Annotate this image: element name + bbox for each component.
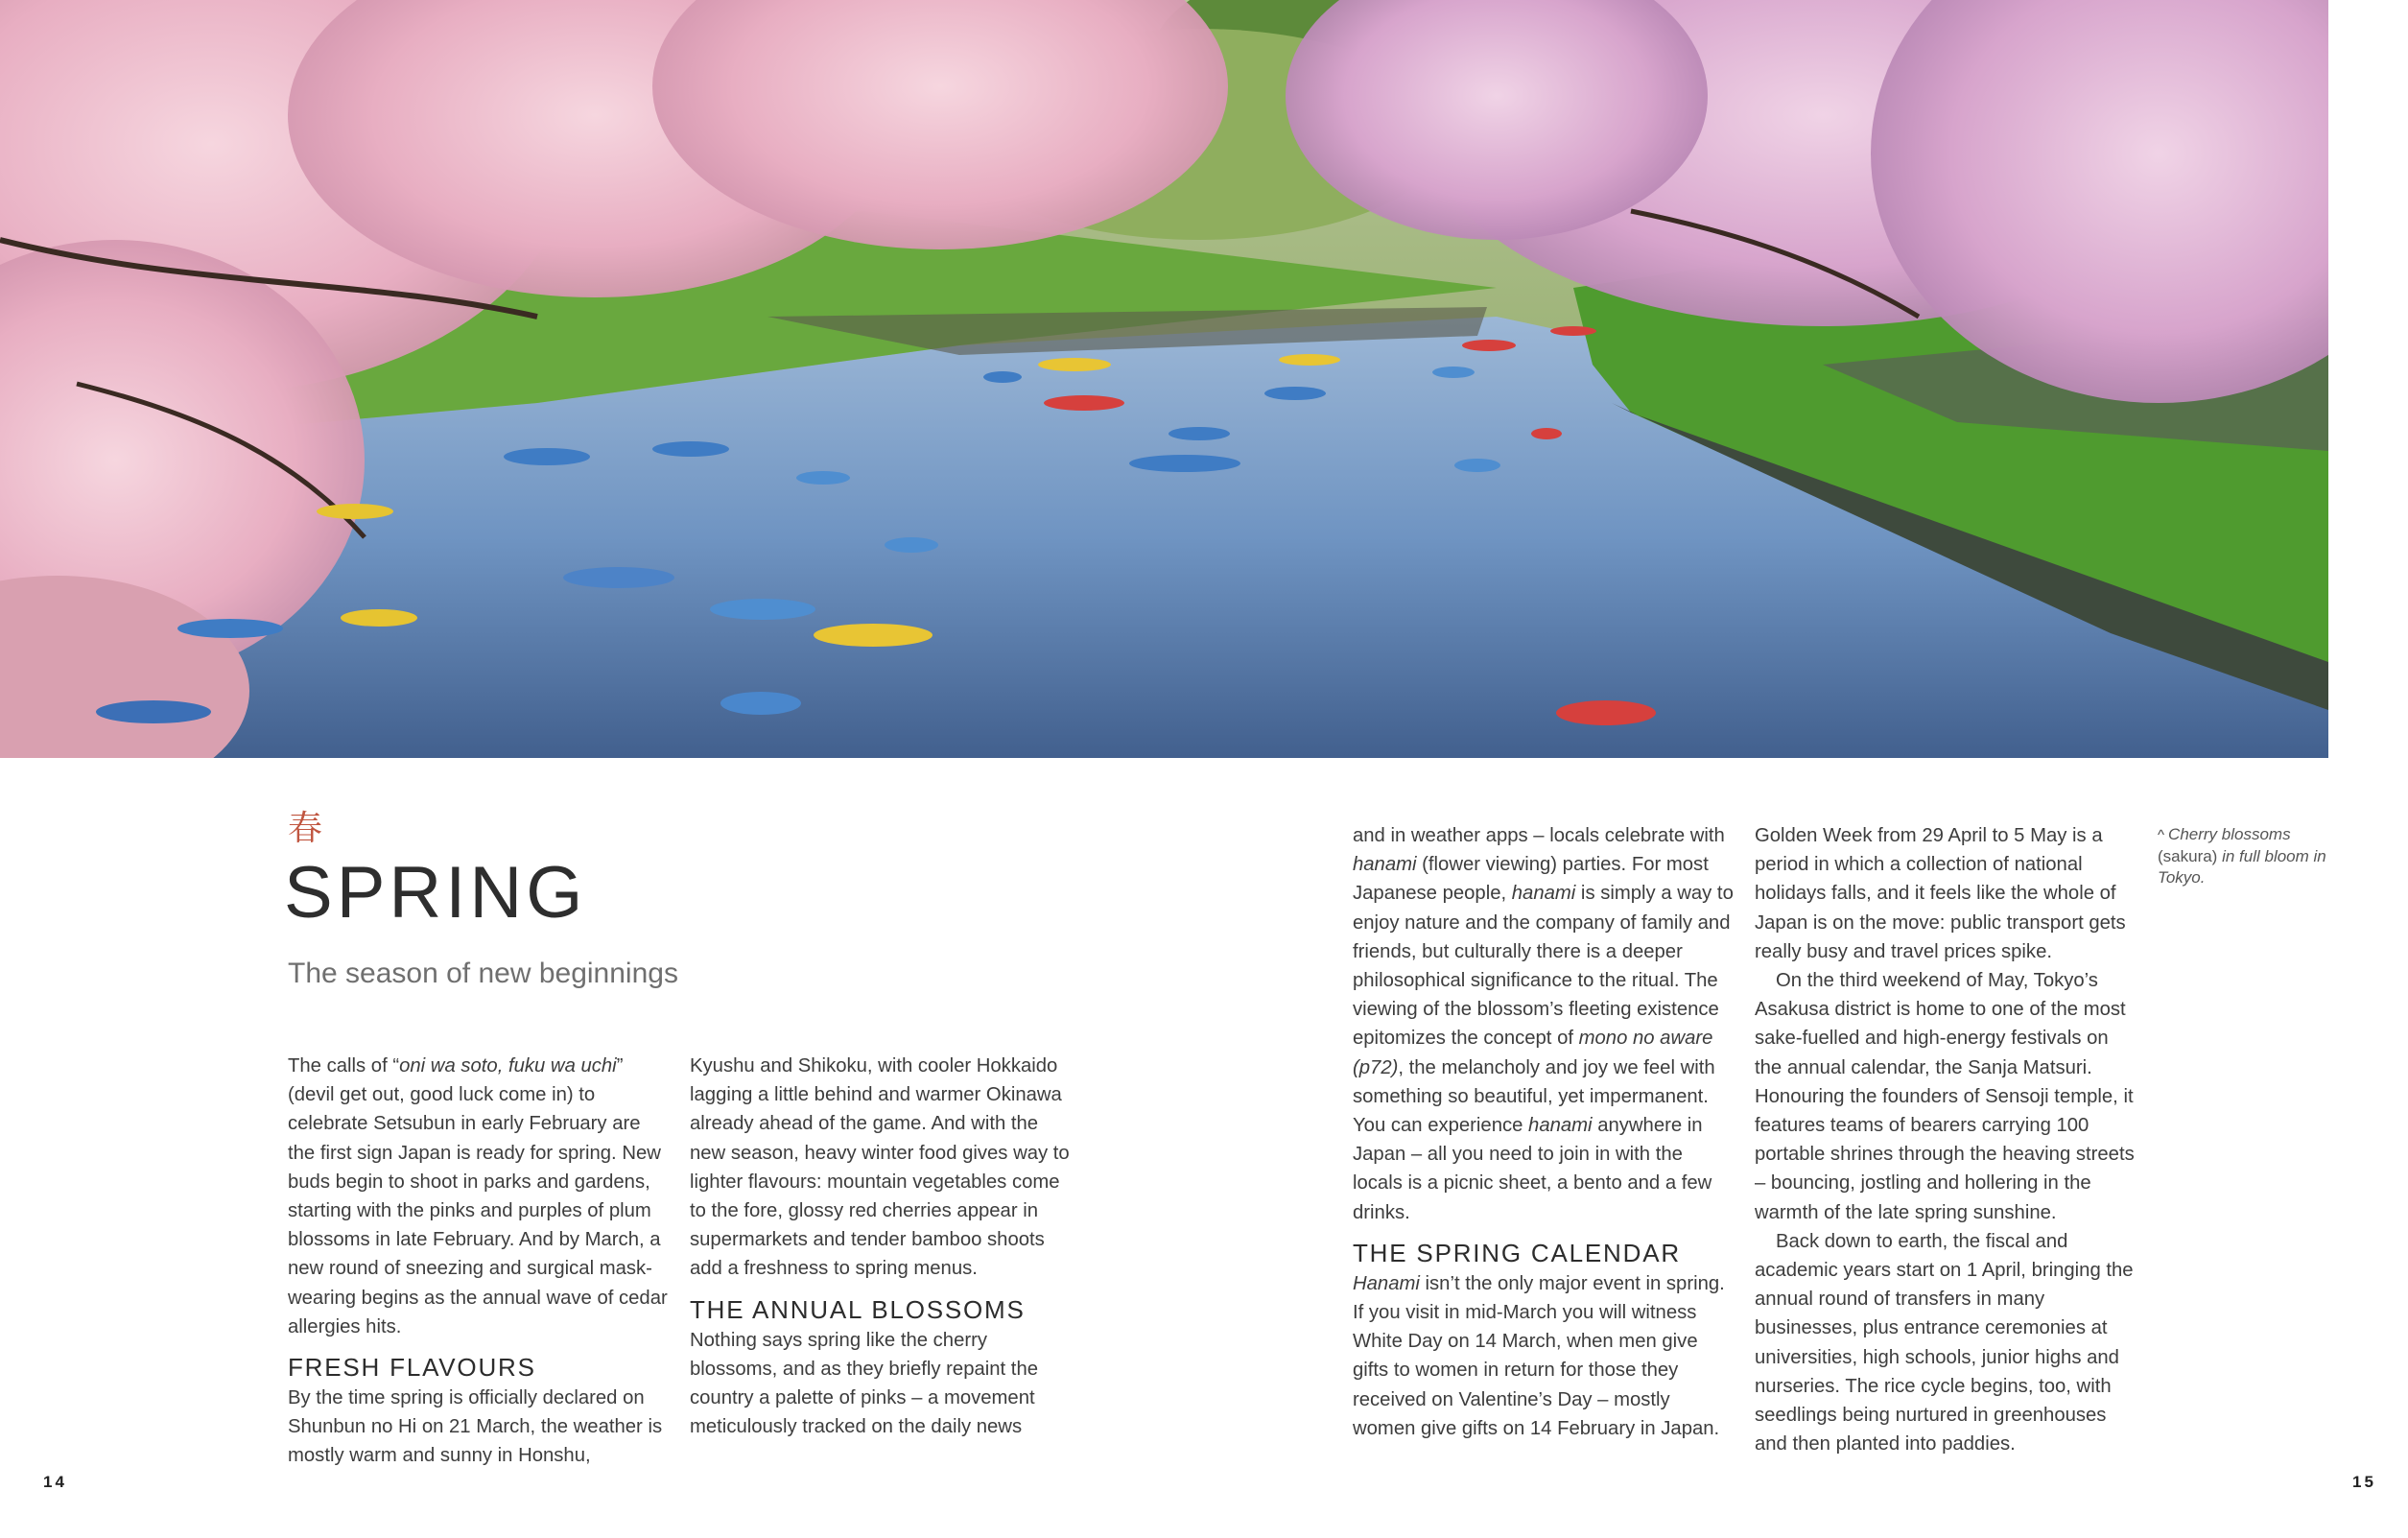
paragraph: Kyushu and Shikoku, with cooler Hokkaido lagging a little behind and warmer Okinawa already ahead of the game. And with the new season, heavy winter food gives way to lighter flavours: mountain vegetables come to the fore, glossy red cherries appear in supermarkets and tender bamboo shoots add a freshness to spring menus. xyxy=(690,1055,1070,1280)
hero-photo xyxy=(0,0,2328,758)
paragraph: Back down to earth, the fiscal and academic years start on 1 April, bringing the annual round of transfers in many businesses, plus entrance ceremonies at universities, high schools, junior highs and nurseries. The rice cycle begins, too, with seedlings being nurtured in greenhouses and then planted into paddies. xyxy=(1755,1230,2134,1455)
paragraph: and in weather apps – locals celebrate with hanami (flower viewing) parties. For most Japanese people, hanami is simply a way to enjoy nature and the company of family and friends, but culturally there is a deeper philosophical significance to the ritual. The viewing of the blossom’s fleeting existence epitomizes the concept of mono no aware (p72), the melancholy and joy we feel with something so beautiful, yet impermanent. You can experience hanami anywhere in Japan – all you need to join in with the locals is a picnic sheet, a bento and a few drinks. xyxy=(1353,825,1734,1223)
paragraph: Nothing says spring like the cherry blossoms, and as they briefly repaint the country a palette of pinks – a movement meticulously tracked on the daily news xyxy=(690,1329,1039,1438)
text-column-3 xyxy=(1353,821,1736,1443)
paragraph: By the time spring is officially declared on Shunbun no Hi on 21 March, the weather is mostly warm and sunny in Honshu, xyxy=(288,1387,663,1467)
page-number-right: 15 xyxy=(2352,1473,2376,1491)
paragraph: On the third weekend of May, Tokyo’s Asakusa district is home to one of the most sake-fuelled and high-energy festivals on the annual calendar, the Sanja Matsuri. Honouring the founders of Sensoji temple, it features teams of bearers carrying 100 portable shrines through the heaving streets – bouncing, jostling and hollering in the warmth of the late spring sunshine. xyxy=(1755,970,2135,1223)
section-heading-spring-calendar: THE SPRING CALENDAR xyxy=(1353,1238,1681,1267)
cherry-blossom-canal-image xyxy=(0,0,2328,758)
page-subtitle: The season of new beginnings xyxy=(288,958,678,989)
paragraph: The calls of “oni wa soto, fuku wa uchi” (devil get out, good luck come in) to celebrate Setsubun in early February are the first sign Japan is ready for spring. New buds begin to shoot in parks and gardens, starting with the pinks and purples of plum blossoms in late February. And by March, a new round of sneezing and surgical mask-wearing begins as the annual wave of cedar allergies hits. xyxy=(288,1055,668,1337)
text-column-2 xyxy=(690,1052,1074,1441)
kanji-spring: 春 xyxy=(288,809,323,848)
page-title: SPRING xyxy=(284,852,587,934)
page-number-left: 14 xyxy=(43,1473,67,1491)
caret-up-icon: ^ xyxy=(2158,827,2165,843)
section-heading-annual-blossoms: THE ANNUAL BLOSSOMS xyxy=(690,1294,1026,1324)
paragraph: Golden Week from 29 April to 5 May is a period in which a collection of national holidays falls, and it feels like the whole of Japan is on the move: public transport gets really busy and travel prices spike. xyxy=(1755,825,2126,962)
text-column-1 xyxy=(288,1052,672,1471)
paragraph: Hanami isn’t the only major event in spring. If you visit in mid-March you will witness White Day on 14 March, when men give gifts to women in return for those they received on Valentine’s Day – mostly women give gifts on 14 February in Japan. xyxy=(1353,1272,1725,1439)
text-column-4 xyxy=(1755,821,2138,1458)
photo-caption: ^ Cherry blossoms (sakura) in full bloom in Tokyo. xyxy=(2158,825,2326,887)
section-heading-fresh-flavours: FRESH FLAVOURS xyxy=(288,1353,536,1383)
